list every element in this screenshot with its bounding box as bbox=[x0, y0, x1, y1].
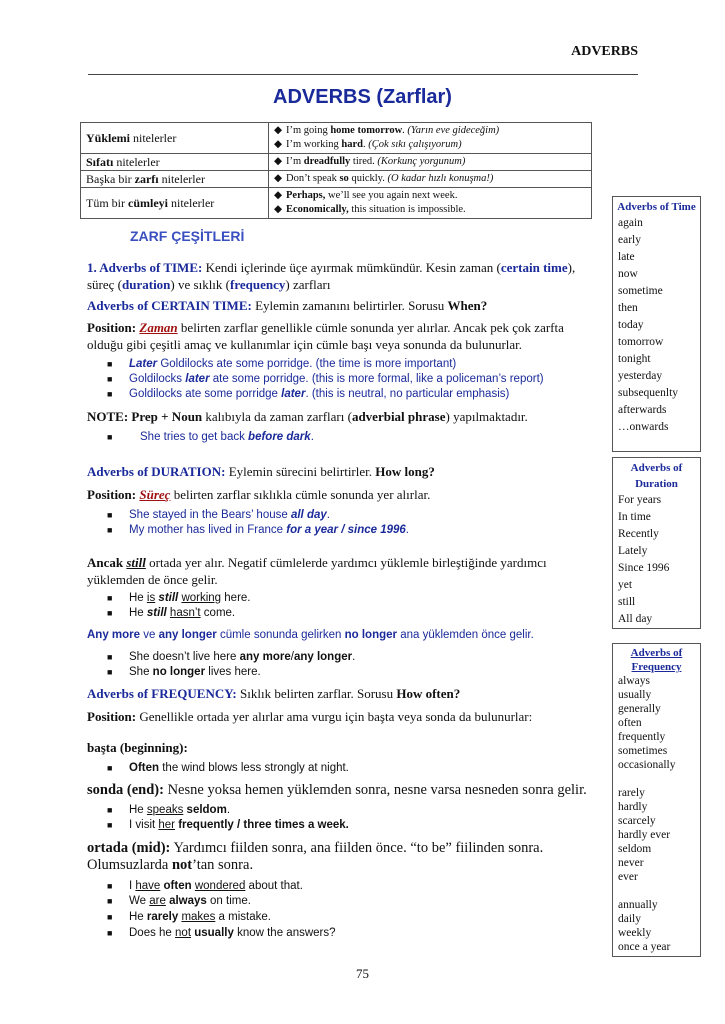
list-item: ■ I have often wondered about that. bbox=[107, 880, 303, 892]
sidebar-item: always bbox=[618, 675, 650, 687]
list-item: ■ Later Goldilocks ate some porridge. (the time is more important) bbox=[107, 358, 457, 370]
page-number: 75 bbox=[356, 966, 369, 981]
sidebar-spacer bbox=[613, 884, 700, 898]
sidebar-item: early bbox=[618, 234, 641, 246]
table-row bbox=[81, 171, 592, 188]
sidebar-item: Lately bbox=[618, 545, 648, 557]
diamond-bullet-icon: ◆ bbox=[274, 190, 283, 201]
table-cell: ◆ Perhaps, we’ll see you again next week. ◆ Economically, this situation is impossible. bbox=[269, 188, 592, 219]
table-cell: Tüm bir cümleyi nitelerler bbox=[81, 188, 269, 219]
table-row bbox=[81, 188, 592, 219]
end-label: sonda (end): Nesne yoksa hemen yüklemden sonra, nesne varsa nesneden sonra gelir. bbox=[87, 782, 587, 798]
square-bullet-icon: ■ bbox=[107, 912, 113, 922]
header-rule bbox=[88, 74, 638, 75]
square-bullet-icon: ■ bbox=[107, 432, 113, 442]
beginning-label: başta (beginning): bbox=[87, 740, 188, 755]
sidebar-item: ever bbox=[618, 871, 638, 883]
sidebar-item: All day bbox=[618, 613, 653, 625]
list-item: ■ She tries to get back before dark. bbox=[107, 431, 314, 443]
sidebar-item: hardly ever bbox=[618, 829, 671, 841]
sidebar-item: subsequenlty bbox=[618, 387, 679, 399]
square-bullet-icon: ■ bbox=[107, 510, 113, 520]
square-bullet-icon: ■ bbox=[107, 608, 113, 618]
certain-time-position: Position: Zaman belirten zarflar genellikle cümle sonunda yer alırlar. Ancak pek çok zarfta olduğu gibi çeşitli amaç ve kullanımlar için cümle başı veya sonunda da bulunurlar. bbox=[87, 320, 564, 352]
square-bullet-icon: ■ bbox=[107, 896, 113, 906]
sidebar-item: …onwards bbox=[618, 421, 669, 433]
sidebar-item: weekly bbox=[618, 927, 652, 939]
sidebar-duration-box bbox=[612, 457, 701, 629]
list-item: ■ I visit her frequently / three times a week. bbox=[107, 819, 349, 831]
sidebar-item: scarcely bbox=[618, 815, 656, 827]
frequency-position: Position: Genellikle ortada yer alırlar ama vurgu için başta veya sonda da bulunurlar: bbox=[87, 709, 533, 724]
certain-time-heading: Adverbs of CERTAIN TIME: Eylemin zamanını belirtirler. Sorusu When? bbox=[87, 298, 488, 313]
diamond-bullet-icon: ◆ bbox=[274, 125, 283, 136]
mid-label: ortada (mid): Yardımcı fiilden sonra, ana fiilden önce. “to be” fiilinden sonra. Olumsuzlarda not’tan sonra. bbox=[87, 840, 544, 873]
sidebar-item: tonight bbox=[618, 353, 651, 365]
sidebar-item: sometime bbox=[618, 285, 663, 297]
usage-table bbox=[80, 122, 592, 219]
sidebar-frequency-box bbox=[612, 643, 701, 957]
table-cell: Başka bir zarfı nitelerler bbox=[81, 171, 269, 188]
sidebar-item: seldom bbox=[618, 843, 652, 855]
duration-heading: Adverbs of DURATION: Eylemin sürecini belirtirler. How long? bbox=[87, 464, 435, 479]
table-row bbox=[81, 154, 592, 171]
table-cell: Yüklemi nitelerler bbox=[81, 123, 269, 154]
sidebar-spacer bbox=[613, 772, 700, 786]
sidebar-item: late bbox=[618, 251, 635, 263]
sidebar-item: frequently bbox=[618, 731, 666, 743]
sidebar-item: tomorrow bbox=[618, 336, 664, 348]
sidebar-item: In time bbox=[618, 511, 651, 523]
sidebar-time-box bbox=[612, 196, 701, 452]
square-bullet-icon: ■ bbox=[107, 359, 113, 369]
list-item: ■ She stayed in the Bears’ house all day. bbox=[107, 509, 330, 521]
table-cell: ◆ I’m dreadfully tired. (Korkunç yorgunum) bbox=[269, 154, 592, 171]
square-bullet-icon: ■ bbox=[107, 374, 113, 384]
duration-position: Position: Süreç belirten zarflar sıklıkla cümle sonunda yer alırlar. bbox=[87, 487, 431, 502]
sidebar-item: daily bbox=[618, 913, 641, 925]
frequency-heading: Adverbs of FREQUENCY: Sıklık belirten zarflar. Sorusu How often? bbox=[87, 686, 461, 701]
list-item: ■ Goldilocks ate some porridge later. (this is neutral, no particular emphasis) bbox=[107, 388, 510, 400]
table-row bbox=[81, 123, 592, 154]
sidebar-frequency-title: Adverbs of Frequency bbox=[630, 647, 683, 673]
sidebar-item: often bbox=[618, 717, 642, 729]
sidebar-item: rarely bbox=[618, 787, 645, 799]
list-item: ■ My mother has lived in France for a year / since 1996. bbox=[107, 524, 409, 536]
sidebar-item: once a year bbox=[618, 941, 671, 953]
square-bullet-icon: ■ bbox=[107, 881, 113, 891]
list-item: ■ He rarely makes a mistake. bbox=[107, 911, 271, 923]
any-more-note: Any more ve any longer cümle sonunda gelirken no longer ana yüklemden önce gelir. bbox=[87, 629, 534, 641]
square-bullet-icon: ■ bbox=[107, 928, 113, 938]
sidebar-duration-title: Adverbs of Duration bbox=[630, 462, 683, 490]
sidebar-item: sometimes bbox=[618, 745, 668, 757]
sidebar-item: then bbox=[618, 302, 638, 314]
square-bullet-icon: ■ bbox=[107, 525, 113, 535]
time-intro: 1. Adverbs of TIME: Kendi içlerinde üçe ayırmak mümkündür. Kesin zaman (certain time), süreç (duration) ve sıklık (frequency) zarfları bbox=[87, 260, 576, 292]
table-cell: Sıfatı nitelerler bbox=[81, 154, 269, 171]
square-bullet-icon: ■ bbox=[107, 820, 113, 830]
square-bullet-icon: ■ bbox=[107, 763, 113, 773]
diamond-bullet-icon: ◆ bbox=[274, 204, 283, 215]
sidebar-item: Since 1996 bbox=[618, 562, 670, 574]
sidebar-item: afterwards bbox=[618, 404, 667, 416]
page-title: ADVERBS (Zarflar) bbox=[273, 86, 452, 108]
list-item: ■ Goldilocks later ate some porridge. (this is more formal, like a policeman’s report) bbox=[107, 373, 544, 385]
list-item: ■ He speaks seldom. bbox=[107, 804, 231, 816]
square-bullet-icon: ■ bbox=[107, 389, 113, 399]
sidebar-item: hardly bbox=[618, 801, 648, 813]
sidebar-item: generally bbox=[618, 703, 661, 715]
diamond-bullet-icon: ◆ bbox=[274, 156, 283, 167]
diamond-bullet-icon: ◆ bbox=[274, 173, 283, 184]
list-item: ■ He is still working here. bbox=[107, 592, 251, 604]
sidebar-item: never bbox=[618, 857, 644, 869]
diamond-bullet-icon: ◆ bbox=[274, 139, 283, 150]
list-item: ■ She no longer lives here. bbox=[107, 666, 261, 678]
section-title: ZARF ÇEŞİTLERİ bbox=[130, 228, 245, 244]
sidebar-item: again bbox=[618, 217, 643, 229]
sidebar-item: now bbox=[618, 268, 638, 280]
list-item: ■ He still hasn’t come. bbox=[107, 607, 236, 619]
square-bullet-icon: ■ bbox=[107, 667, 113, 677]
square-bullet-icon: ■ bbox=[107, 805, 113, 815]
list-item: ■ We are always on time. bbox=[107, 895, 251, 907]
sidebar-item: yet bbox=[618, 579, 633, 591]
list-item: ■ Often the wind blows less strongly at night. bbox=[107, 762, 349, 774]
square-bullet-icon: ■ bbox=[107, 593, 113, 603]
square-bullet-icon: ■ bbox=[107, 652, 113, 662]
list-item: ■ Does he not usually know the answers? bbox=[107, 927, 336, 939]
table-cell: ◆ I’m going home tomorrow. (Yarın eve gideceğim) ◆ I’m working hard. (Çok sıkı çalışıyorum) bbox=[269, 123, 592, 154]
time-note: NOTE: Prep + Noun kalıbıyla da zaman zarfları (adverbial phrase) yapılmaktadır. bbox=[87, 409, 528, 424]
sidebar-item: occasionally bbox=[618, 759, 676, 771]
sidebar-item: still bbox=[618, 596, 636, 608]
sidebar-item: Recently bbox=[618, 528, 659, 540]
sidebar-item: annually bbox=[618, 899, 658, 911]
sidebar-item: yesterday bbox=[618, 370, 663, 382]
sidebar-item: For years bbox=[618, 494, 662, 506]
table-cell: ◆ Don’t speak so quickly. (O kadar hızlı konuşma!) bbox=[269, 171, 592, 188]
sidebar-item: usually bbox=[618, 689, 652, 701]
list-item: ■ She doesn’t live here any more/any longer. bbox=[107, 651, 356, 663]
sidebar-time-title: Adverbs of Time bbox=[617, 201, 696, 213]
still-note: Ancak still ortada yer alır. Negatif cümlelerde yardımcı yüklemle birleştiğinde yardımcı yüklemden de önce gelir. bbox=[87, 555, 547, 587]
sidebar-item: today bbox=[618, 319, 644, 331]
running-header: ADVERBS bbox=[571, 44, 638, 59]
